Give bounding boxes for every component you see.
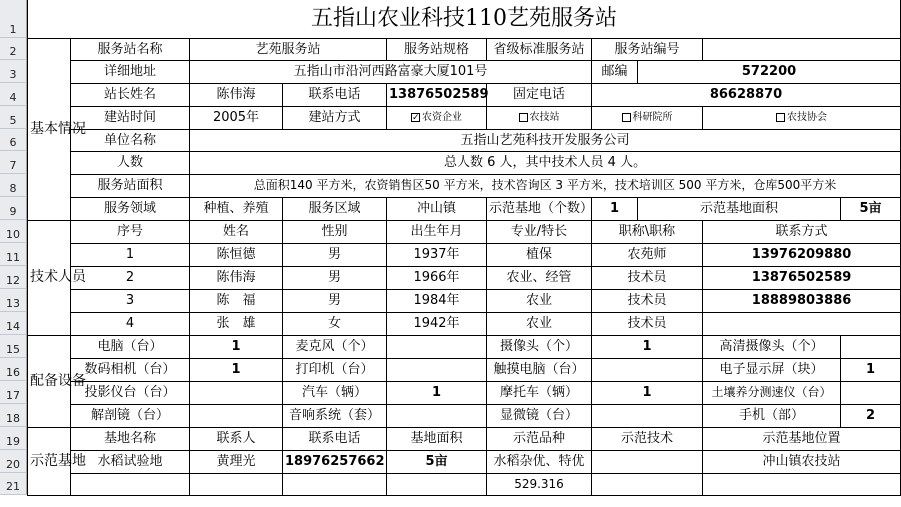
- row-header[interactable]: 10: [0, 220, 27, 243]
- equip-item-count[interactable]: 1: [841, 358, 901, 381]
- equip-item-label[interactable]: 投影仪台（台）: [71, 381, 190, 404]
- address-label[interactable]: 详细地址: [71, 60, 190, 83]
- row-header[interactable]: 15: [0, 335, 27, 358]
- demo-cell-empty[interactable]: [387, 473, 487, 495]
- station-code-label[interactable]: 服务站编号: [592, 38, 703, 60]
- demo-header-technique[interactable]: 示范技术: [592, 427, 703, 450]
- equip-item-label[interactable]: 触摸电脑（台）: [487, 358, 592, 381]
- equipment-row: [28, 358, 901, 381]
- equip-item-count[interactable]: [592, 404, 703, 427]
- founded-label[interactable]: 建站时间: [71, 106, 190, 129]
- station-spec-label[interactable]: 服务站规格: [387, 38, 487, 60]
- service-field-label[interactable]: 服务领域: [71, 197, 190, 220]
- contact-phone-label[interactable]: 联系电话: [283, 83, 387, 106]
- head-name-label[interactable]: 站长姓名: [71, 83, 190, 106]
- mode-option-station[interactable]: 农技站: [487, 106, 592, 129]
- staff-count-label[interactable]: 人数: [71, 151, 190, 174]
- equip-item-label[interactable]: 音响系统（套）: [283, 404, 387, 427]
- row-header[interactable]: 13: [0, 289, 27, 312]
- equip-item-label[interactable]: 土壤养分测速仪（台）: [703, 381, 841, 404]
- tech-header-major[interactable]: 专业/特长: [487, 220, 592, 243]
- tech-cell-title[interactable]: 技术员: [592, 312, 703, 335]
- unit-name-value[interactable]: 五指山艺苑科技开发服务公司: [190, 129, 901, 151]
- demo-header-area[interactable]: 基地面积: [387, 427, 487, 450]
- row-header[interactable]: 12: [0, 266, 27, 289]
- demo-cell-name[interactable]: 水稻试验地: [71, 450, 190, 473]
- fixed-phone-label[interactable]: 固定电话: [487, 83, 592, 106]
- unit-name-label[interactable]: 单位名称: [71, 129, 190, 151]
- equip-item-count[interactable]: 2: [841, 404, 901, 427]
- row-header[interactable]: 8: [0, 174, 27, 197]
- equip-item-label[interactable]: 摩托车（辆）: [487, 381, 592, 404]
- tech-cell-name[interactable]: 陈 福: [190, 289, 283, 312]
- demo-cell-empty[interactable]: [283, 473, 387, 495]
- address-value[interactable]: 五指山市沿河西路富豪大厦101号: [190, 60, 592, 83]
- sheet-title[interactable]: 五指山农业科技110艺苑服务站: [28, 0, 901, 38]
- group-tech-label[interactable]: 技术人员: [28, 220, 71, 335]
- demo-area-value[interactable]: 5亩: [841, 197, 901, 220]
- mode-option-enterprise[interactable]: ✓ 农资企业: [387, 106, 487, 129]
- station-name-value[interactable]: 艺苑服务站: [190, 38, 387, 60]
- equip-item-count[interactable]: 1: [592, 381, 703, 404]
- tech-header-name[interactable]: 姓名: [190, 220, 283, 243]
- tech-cell-gender[interactable]: 男: [283, 243, 387, 266]
- tech-cell-major[interactable]: 农业、经管: [487, 266, 592, 289]
- mode-option-association[interactable]: 农技协会: [703, 106, 901, 129]
- tech-cell-contact[interactable]: 18889803886: [703, 289, 901, 312]
- equip-item-label[interactable]: 汽车（辆）: [283, 381, 387, 404]
- demo-header-variety[interactable]: 示范品种: [487, 427, 592, 450]
- demo-cell-empty[interactable]: [592, 473, 703, 495]
- demo-row: [28, 473, 901, 495]
- equip-item-count[interactable]: [190, 381, 283, 404]
- tech-header-contact[interactable]: 联系方式: [703, 220, 901, 243]
- tech-cell-title[interactable]: 农苑师: [592, 243, 703, 266]
- row-header[interactable]: 21: [0, 473, 27, 495]
- tech-row: [28, 266, 901, 289]
- equip-item-count[interactable]: [841, 335, 901, 358]
- tech-cell-major[interactable]: 农业: [487, 289, 592, 312]
- demo-count-label[interactable]: 示范基地（个数）: [487, 197, 592, 220]
- service-field-value[interactable]: 种植、养殖: [190, 197, 283, 220]
- demo-cell-technique[interactable]: [592, 450, 703, 473]
- tech-cell-name[interactable]: 陈恒德: [190, 243, 283, 266]
- group-basic-label[interactable]: 基本情况: [28, 38, 71, 220]
- staff-count-value[interactable]: 总人数 6 人，其中技术人员 4 人。: [190, 151, 901, 174]
- demo-cell-variety[interactable]: 水稻杂优、特优: [487, 450, 592, 473]
- tech-header-no[interactable]: 序号: [71, 220, 190, 243]
- demo-header-contact[interactable]: 联系人: [190, 427, 283, 450]
- checkbox-icon[interactable]: [622, 113, 631, 122]
- group-demo-label[interactable]: 示范基地: [28, 427, 71, 495]
- demo-cell-empty[interactable]: [71, 473, 190, 495]
- equip-item-count[interactable]: 1: [190, 335, 283, 358]
- tech-cell-major[interactable]: 植保: [487, 243, 592, 266]
- equip-item-count[interactable]: [592, 358, 703, 381]
- demo-cell-empty[interactable]: [190, 473, 283, 495]
- tech-header-title[interactable]: 职称\职称: [592, 220, 703, 243]
- demo-header-name[interactable]: 基地名称: [71, 427, 190, 450]
- equip-item-count[interactable]: [190, 404, 283, 427]
- station-name-label[interactable]: 服务站名称: [71, 38, 190, 60]
- row-header[interactable]: 11: [0, 243, 27, 266]
- row-header[interactable]: 9: [0, 197, 27, 220]
- tech-cell-name[interactable]: 张 雄: [190, 312, 283, 335]
- demo-cell-empty[interactable]: [703, 473, 901, 495]
- equipment-row: [28, 381, 901, 404]
- equip-item-count[interactable]: 1: [592, 335, 703, 358]
- row-header[interactable]: 7: [0, 151, 27, 174]
- tech-cell-no[interactable]: 1: [71, 243, 190, 266]
- tech-cell-name[interactable]: 陈伟海: [190, 266, 283, 289]
- checkbox-icon[interactable]: [519, 113, 528, 122]
- zip-value[interactable]: 572200: [638, 60, 901, 83]
- row-header[interactable]: 14: [0, 312, 27, 335]
- tech-cell-birth[interactable]: 1937年: [387, 243, 487, 266]
- demo-count-value[interactable]: 1: [592, 197, 638, 220]
- row-header[interactable]: 5: [0, 106, 27, 129]
- row-header[interactable]: 17: [0, 381, 27, 404]
- demo-cell-area[interactable]: 5亩: [387, 450, 487, 473]
- demo-cell-contact[interactable]: 黄理光: [190, 450, 283, 473]
- tech-cell-title[interactable]: 技术员: [592, 266, 703, 289]
- founded-value[interactable]: 2005年: [190, 106, 283, 129]
- row-header[interactable]: 18: [0, 404, 27, 427]
- tech-header-gender[interactable]: 性别: [283, 220, 387, 243]
- equip-item-label[interactable]: 麦克风（个）: [283, 335, 387, 358]
- service-station-table: [27, 0, 901, 496]
- station-spec-value[interactable]: 省级标准服务站: [487, 38, 592, 60]
- zip-label[interactable]: 邮编: [592, 60, 638, 83]
- tech-cell-no[interactable]: 3: [71, 289, 190, 312]
- demo-area-label[interactable]: 示范基地面积: [638, 197, 841, 220]
- demo-cell-extra-value[interactable]: 529.316: [487, 473, 592, 495]
- equip-item-label[interactable]: 显微镜（台）: [487, 404, 592, 427]
- row-header[interactable]: 2: [0, 38, 27, 60]
- tech-row: [28, 289, 901, 312]
- row-header[interactable]: 1: [0, 0, 27, 38]
- equip-item-count[interactable]: [387, 358, 487, 381]
- station-area-label[interactable]: 服务站面积: [71, 174, 190, 197]
- station-code-value[interactable]: [703, 38, 901, 60]
- tech-cell-birth[interactable]: 1942年: [387, 312, 487, 335]
- demo-header-location[interactable]: 示范基地位置: [703, 427, 901, 450]
- tech-cell-gender[interactable]: 男: [283, 289, 387, 312]
- tech-cell-gender[interactable]: 男: [283, 266, 387, 289]
- equipment-row: [28, 335, 901, 358]
- equip-item-label[interactable]: 打印机（台）: [283, 358, 387, 381]
- equip-item-count[interactable]: 1: [387, 381, 487, 404]
- checkbox-icon[interactable]: [776, 113, 785, 122]
- row-header[interactable]: 16: [0, 358, 27, 381]
- station-area-value[interactable]: 总面积140 平方米，农资销售区50 平方米，技术咨询区 3 平方米，技术培训区 500 平方米，仓库500平方米: [190, 174, 901, 197]
- tech-cell-no[interactable]: 2: [71, 266, 190, 289]
- row-header[interactable]: 20: [0, 450, 27, 473]
- equip-item-label[interactable]: 解剖镜（台）: [71, 404, 190, 427]
- equip-item-count[interactable]: 1: [190, 358, 283, 381]
- tech-cell-title[interactable]: 技术员: [592, 289, 703, 312]
- tech-cell-contact[interactable]: [703, 312, 901, 335]
- build-mode-label[interactable]: 建站方式: [283, 106, 387, 129]
- tech-cell-major[interactable]: 农业: [487, 312, 592, 335]
- row-header[interactable]: 6: [0, 129, 27, 151]
- equip-item-count[interactable]: [387, 404, 487, 427]
- equip-item-label[interactable]: 高清摄像头（个）: [703, 335, 841, 358]
- head-name-value[interactable]: 陈伟海: [190, 83, 283, 106]
- demo-header-phone[interactable]: 联系电话: [283, 427, 387, 450]
- row-header[interactable]: 4: [0, 83, 27, 106]
- equip-item-label[interactable]: 手机（部）: [703, 404, 841, 427]
- checkbox-checked-icon[interactable]: ✓: [412, 113, 420, 123]
- demo-cell-phone[interactable]: 18976257662: [283, 450, 387, 473]
- row-header[interactable]: 19: [0, 427, 27, 450]
- fixed-phone-value[interactable]: 86628870: [592, 83, 901, 106]
- tech-header-birth[interactable]: 出生年月: [387, 220, 487, 243]
- equip-item-label[interactable]: 摄像头（个）: [487, 335, 592, 358]
- tech-cell-gender[interactable]: 女: [283, 312, 387, 335]
- tech-row: [28, 243, 901, 266]
- group-equip-label[interactable]: 配备设备: [28, 335, 71, 427]
- tech-row: [28, 312, 901, 335]
- equipment-row: [28, 404, 901, 427]
- mode-option-institute[interactable]: 科研院所: [592, 106, 703, 129]
- contact-phone-value[interactable]: 13876502589: [387, 83, 487, 106]
- equip-item-label[interactable]: 电子显示屏（块）: [703, 358, 841, 381]
- tech-cell-birth[interactable]: 1966年: [387, 266, 487, 289]
- equip-item-count[interactable]: [387, 335, 487, 358]
- row-header[interactable]: 3: [0, 60, 27, 83]
- equip-item-label[interactable]: 数码相机（台）: [71, 358, 190, 381]
- tech-cell-birth[interactable]: 1984年: [387, 289, 487, 312]
- tech-cell-contact[interactable]: 13976209880: [703, 243, 901, 266]
- service-region-label[interactable]: 服务区域: [283, 197, 387, 220]
- tech-cell-contact[interactable]: 13876502589: [703, 266, 901, 289]
- equip-item-count[interactable]: [841, 381, 901, 404]
- service-region-value[interactable]: 冲山镇: [387, 197, 487, 220]
- equip-item-label[interactable]: 电脑（台）: [71, 335, 190, 358]
- tech-cell-no[interactable]: 4: [71, 312, 190, 335]
- demo-row: [28, 450, 901, 473]
- demo-cell-location[interactable]: 冲山镇农技站: [703, 450, 901, 473]
